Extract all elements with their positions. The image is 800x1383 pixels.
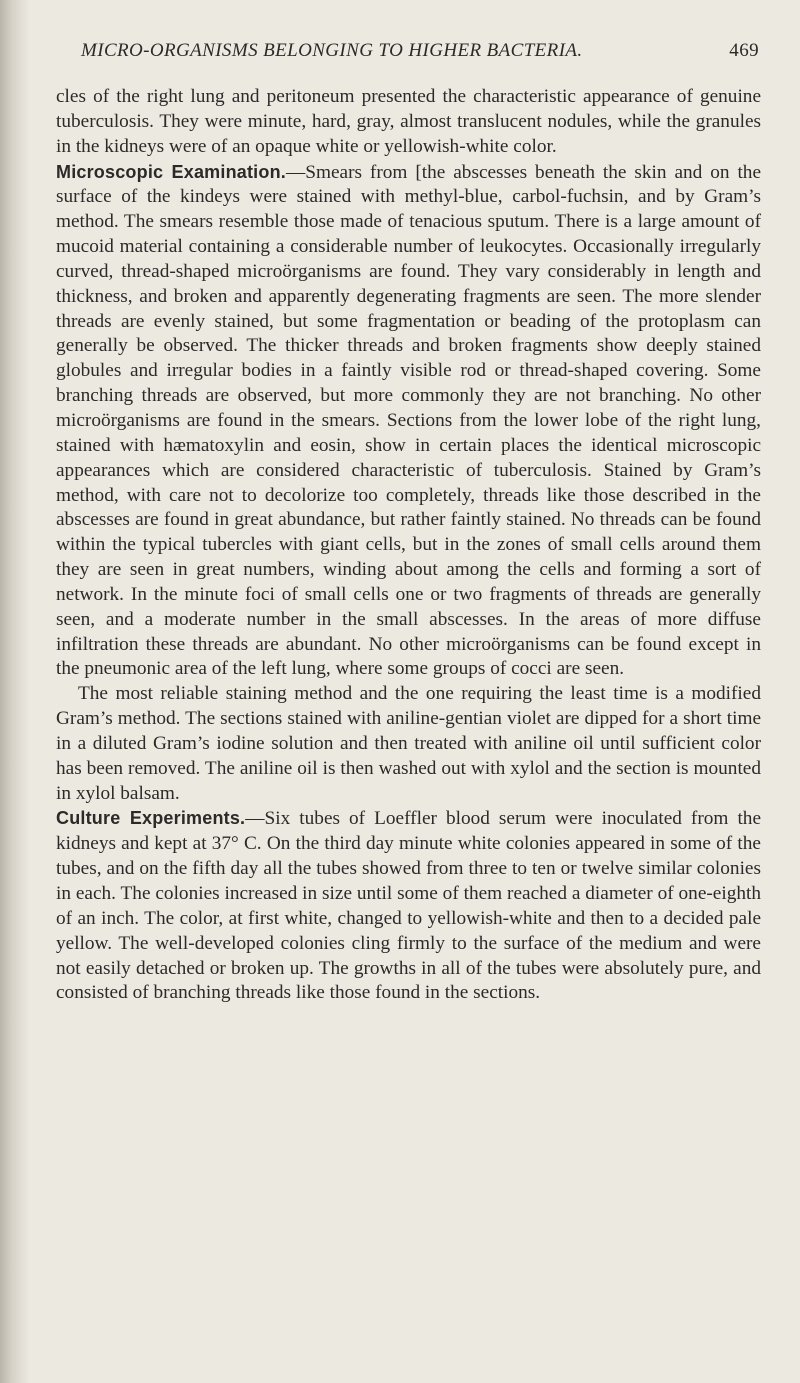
paragraph-text: cles of the right lung and peritoneum presented the characteristic appearance of genuine tuberculosis. They were minute, hard, gray, almost translucent nodules, while the granules in the kidneys were of an opaque white or yellowish-white color. — [56, 86, 761, 157]
paragraph-culture-experiments — [56, 806, 761, 1006]
running-title: MICRO-ORGANISMS BELONGING TO HIGHER BACTERIA. — [81, 40, 583, 61]
paragraph-microscopic-examination — [56, 160, 761, 683]
section-heading-microscopic-examination: Microscopic Examination. — [56, 161, 286, 182]
page-binding-shadow — [0, 0, 30, 1383]
section-heading-culture-experiments: Culture Experiments. — [56, 808, 246, 829]
paragraph-staining-method — [56, 682, 761, 806]
paragraph-text: —Smears from [the abscesses beneath the skin and on the surface of the kindeys were stained with methyl-blue, carbol-fuchsin, and by Gram’s method. The smears resemble those made of tenacious sputum. There is a large amount of mucoid material containing a considerable number of leukocytes. Occasionally irregularly curved, thread-shaped microörganisms are found. They vary considerably in length and thickness, and broken and apparently degenerating fragments are seen. The more slender threads are evenly stained, but some fragmentation or beading of the protoplasm can generally be observed. The thicker threads and broken fragments show deeply stained globules and irregular bodies in a faintly visible rod or thread-shaped covering. Some branching threads are observed, but more commonly they are not branching. No other microörganisms are found in the smears. Sections from the lower lobe of the right lung, stained with hæmatoxylin and eosin, show in certain places the identical microscopic appearances which are considered characteristic of tuberculosis. Stained by Gram’s method, with care not to decolorize too completely, threads like those described in the abscesses are found in great abundance, but rather faintly stained. No threads can be found within the typical tubercles with giant cells, but in the zones of small cells around them they are seen in great numbers, winding about among the cells and forming a sort of network. In the minute foci of small cells one or two fragments of threads are generally seen, and a moderate number in the small abscesses. In the areas of more diffuse infiltration these threads are abundant. No other microörganisms can be found except in the pneumonic area of the left lung, where some groups of cocci are seen. — [56, 161, 762, 680]
paragraph-text: The most reliable staining method and the one requiring the least time is a modified Gram’s method. The sections stained with aniline-gentian violet are dipped for a short time in a diluted Gram’s iodine solution and then treated with aniline oil until sufficient color has been removed. The aniline oil is then washed out with xylol and the section is mounted in xylol balsam. — [56, 683, 761, 804]
page-number: 469 — [729, 40, 759, 61]
book-page — [56, 40, 761, 1006]
paragraph-continuation — [56, 85, 761, 160]
paragraph-text: —Six tubes of Loeffler blood serum were inoculated from the kidneys and kept at 37° C. On the third day minute white colonies appeared in some of the tubes, and on the fifth day all the tubes showed from three to ten or twelve similar colonies in each. The colonies increased in size until some of them reached a diameter of one-eighth of an inch. The color, at first white, changed to yellowish-white and then to a decided pale yellow. The well-developed colonies cling firmly to the surface of the medium and were not easily detached or broken up. The growths in all of the tubes were absolutely pure, and consisted of branching threads like those found in the sections. — [56, 808, 762, 1004]
running-header — [56, 40, 761, 62]
